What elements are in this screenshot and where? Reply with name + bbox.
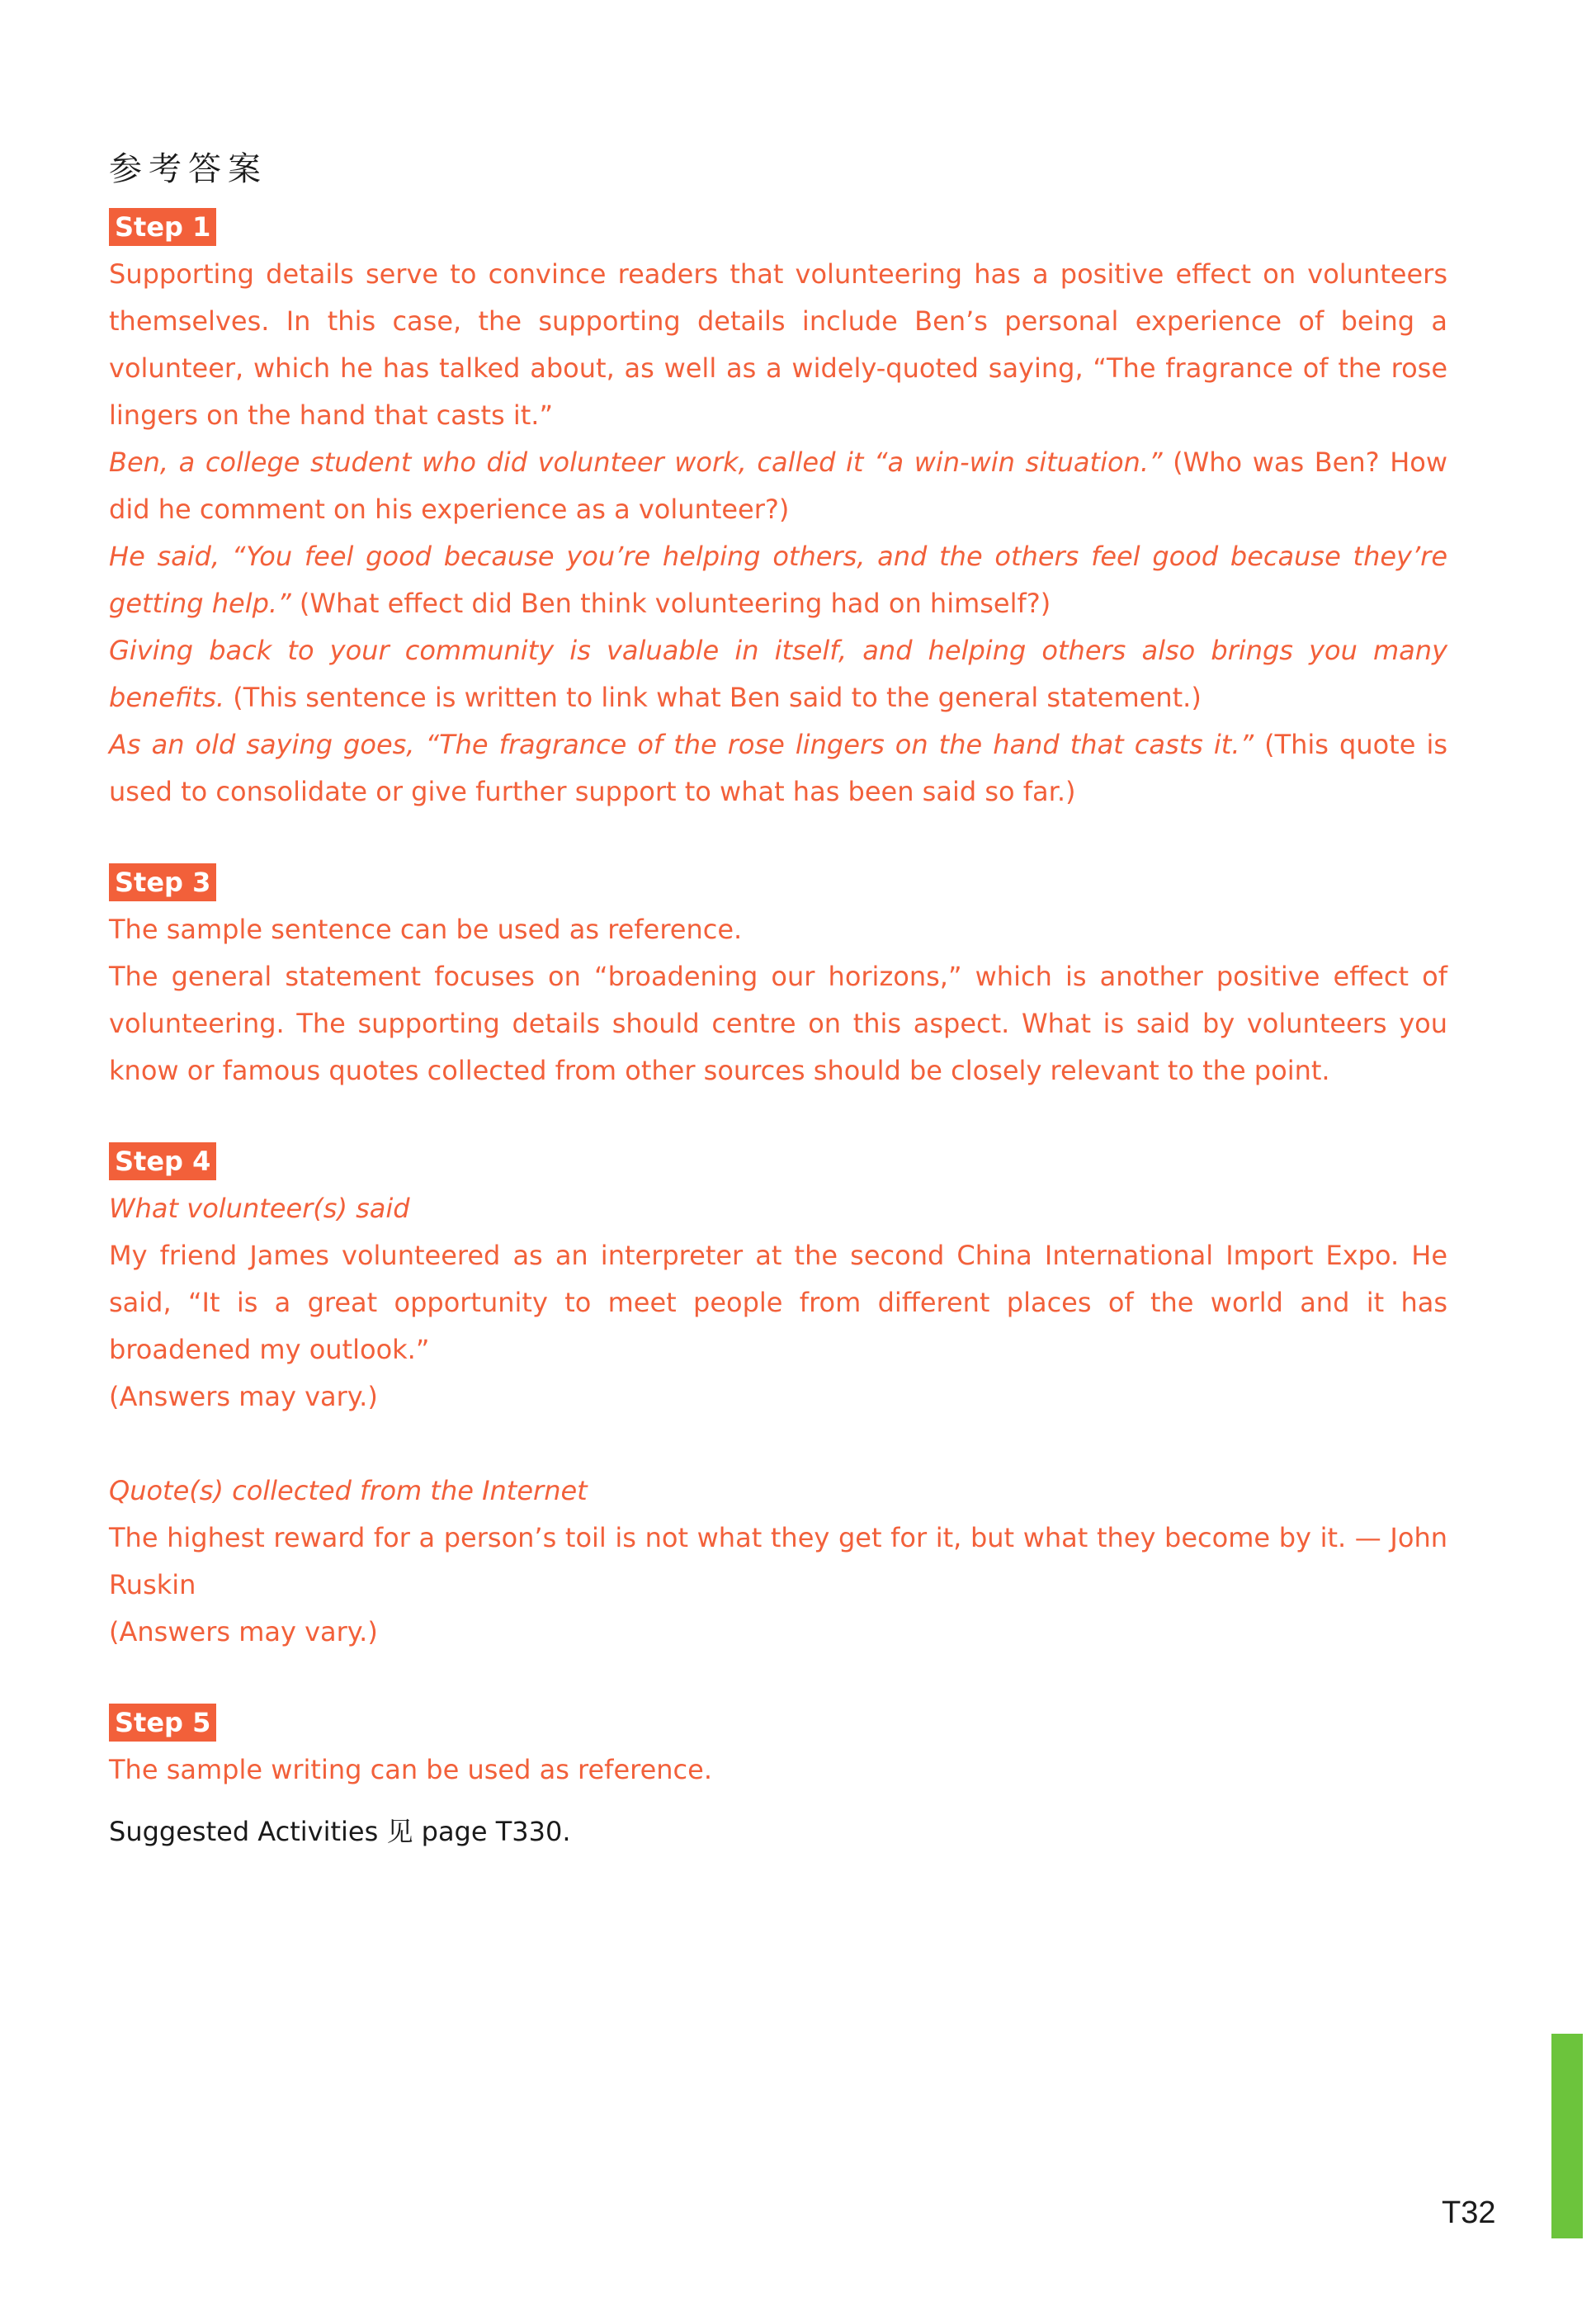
step-4-text-2: The highest reward for a person’s toil is not what they get for it, but what they become by it. — John Ruskin: [109, 1522, 1447, 1600]
step-1-item-note: (Who was Ben? How did he comment on his experience as a volunteer?): [109, 447, 1448, 525]
step-3-badge: Step 3: [109, 863, 216, 901]
step-1-item: [109, 721, 1447, 815]
side-tab-marker: [1551, 2034, 1583, 2238]
step-3-section: [109, 863, 1447, 1094]
step-5-section: [109, 1704, 1447, 1794]
step-4-vary-2: (Answers may vary.): [109, 1616, 378, 1647]
step-1-item-note: (This quote is used to consolidate or give further support to what has been said so far.): [109, 729, 1448, 807]
step-1-item: [109, 533, 1447, 627]
step-4-subheading-2-text: Quote(s) collected from the Internet: [109, 1475, 588, 1506]
step-3-line-1: The sample sentence can be used as reference.: [109, 914, 743, 945]
step-1-badge: Step 1: [109, 208, 216, 246]
step-1-item-note: (What effect did Ben think volunteering had on himself?): [290, 588, 1051, 619]
step-4-text-1: My friend James volunteered as an interpreter at the second China International Import Expo. He said, “It is a great opportunity to meet people from different places of the world and it has broadened my outlook.”: [109, 1240, 1447, 1365]
step-4-section: [109, 1142, 1447, 1656]
step-4-subheading-1: [109, 1185, 1447, 1232]
step-1-section: [109, 208, 1447, 815]
step-1-item-quote: Giving back to your community is valuable in itself, and helping others also brings you many benefits.: [109, 635, 1447, 713]
step-3-line-2: The general statement focuses on “broadening our horizons,” which is another positive effect of volunteering. The supporting details should centre on this aspect. What is said by volunteers you know or famous quotes collected from other sources should be closely relevant to the point.: [109, 961, 1447, 1086]
step-4-subheading-2: [109, 1468, 1447, 1515]
page-number: T32: [1442, 2195, 1496, 2230]
answer-content: [109, 145, 1447, 1855]
step-1-item: [109, 627, 1447, 721]
step-1-item-quote: As an old saying goes, “The fragrance of the rose lingers on the hand that casts it.”: [109, 729, 1254, 760]
step-1-item-note: (This sentence is written to link what Ben said to the general statement.): [224, 682, 1202, 713]
step-4-badge: Step 4: [109, 1142, 216, 1180]
step-1-intro: Supporting details serve to convince readers that volunteering has a positive effect on volunteers themselves. In this case, the supporting details include Ben’s personal experience of being a volunteer, which he has talked about, as well as a widely-quoted saying, “The fragrance of the rose lingers on the hand that casts it.”: [109, 258, 1447, 431]
step-5-badge: Step 5: [109, 1704, 216, 1742]
step-1-item-quote: Ben, a college student who did volunteer work, called it “a win-win situation.”: [109, 447, 1163, 478]
step-4-vary-1: (Answers may vary.): [109, 1381, 378, 1412]
step-1-item: [109, 439, 1447, 533]
suggested-activities: Suggested Activities 见 page T330.: [109, 1816, 571, 1847]
page-heading: 参考答案: [109, 150, 267, 188]
step-1-item-quote: He said, “You feel good because you’re helping others, and the others feel good because they’re getting help.”: [109, 541, 1447, 619]
step-4-subheading-1-text: What volunteer(s) said: [109, 1193, 410, 1224]
step-5-line-1: The sample writing can be used as reference.: [109, 1754, 712, 1785]
